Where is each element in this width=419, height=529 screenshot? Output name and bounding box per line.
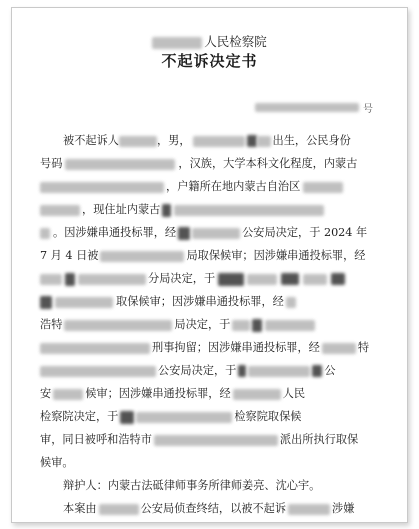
redacted-id-number <box>65 159 175 170</box>
body-line: 公安局决定，于 公 <box>40 363 407 379</box>
organization-suffix: 人民检察院 <box>204 34 267 49</box>
document-number-suffix: 号 <box>363 104 373 115</box>
body-line: 安 候审；因涉嫌串通投标罪，经 人民 <box>40 387 306 400</box>
body-line: 检察院决定，于 检察院取保候 <box>40 410 302 423</box>
body-line: 号码 ，汉族，大学本科文化程度，内蒙古 <box>40 157 358 170</box>
body-line: 分局决定，于 <box>40 271 407 287</box>
body-line: 。因涉嫌串通投标罪，经 公安局决定，于 2024 年 <box>40 225 407 241</box>
redacted-name <box>119 136 157 147</box>
body-line: 本案由 公安局侦查终结，以被不起诉 涉嫌 <box>63 502 355 515</box>
body-line: 候审。 <box>40 456 74 469</box>
redacted-birthplace <box>40 182 164 193</box>
document-title: 不起诉决定书 <box>161 52 258 70</box>
body-line: 审，同日被呼和浩特市 派出所执行取保 <box>40 433 359 446</box>
body-line: ，现住址内蒙古 <box>40 202 407 218</box>
body-line: 被不起诉人 ，男， 出生，公民身份 <box>63 134 351 147</box>
redacted-doc-number <box>255 103 359 112</box>
body-line: 取保候审；因涉嫌串通投标罪，经 <box>40 294 407 310</box>
redacted-address <box>40 205 80 216</box>
body-line: ，户籍所在地内蒙古自治区 <box>40 179 407 195</box>
defense-counsel-line: 辩护人：内蒙古法砥律师事务所律师姜亮、沈心宇。 <box>63 479 321 492</box>
document-number <box>255 100 373 115</box>
body-line: 浩特 局决定，于 <box>40 317 407 333</box>
issuing-organization <box>12 32 407 50</box>
redacted-org-prefix <box>152 37 202 49</box>
document-page <box>11 7 408 523</box>
body-line: 刑事拘留；因涉嫌串通投标罪，经 特 <box>40 340 407 356</box>
redacted-birthdate <box>193 136 245 147</box>
body-line: 7 月 4 日被 局取保候审；因涉嫌串通投标罪，经 <box>40 249 366 262</box>
